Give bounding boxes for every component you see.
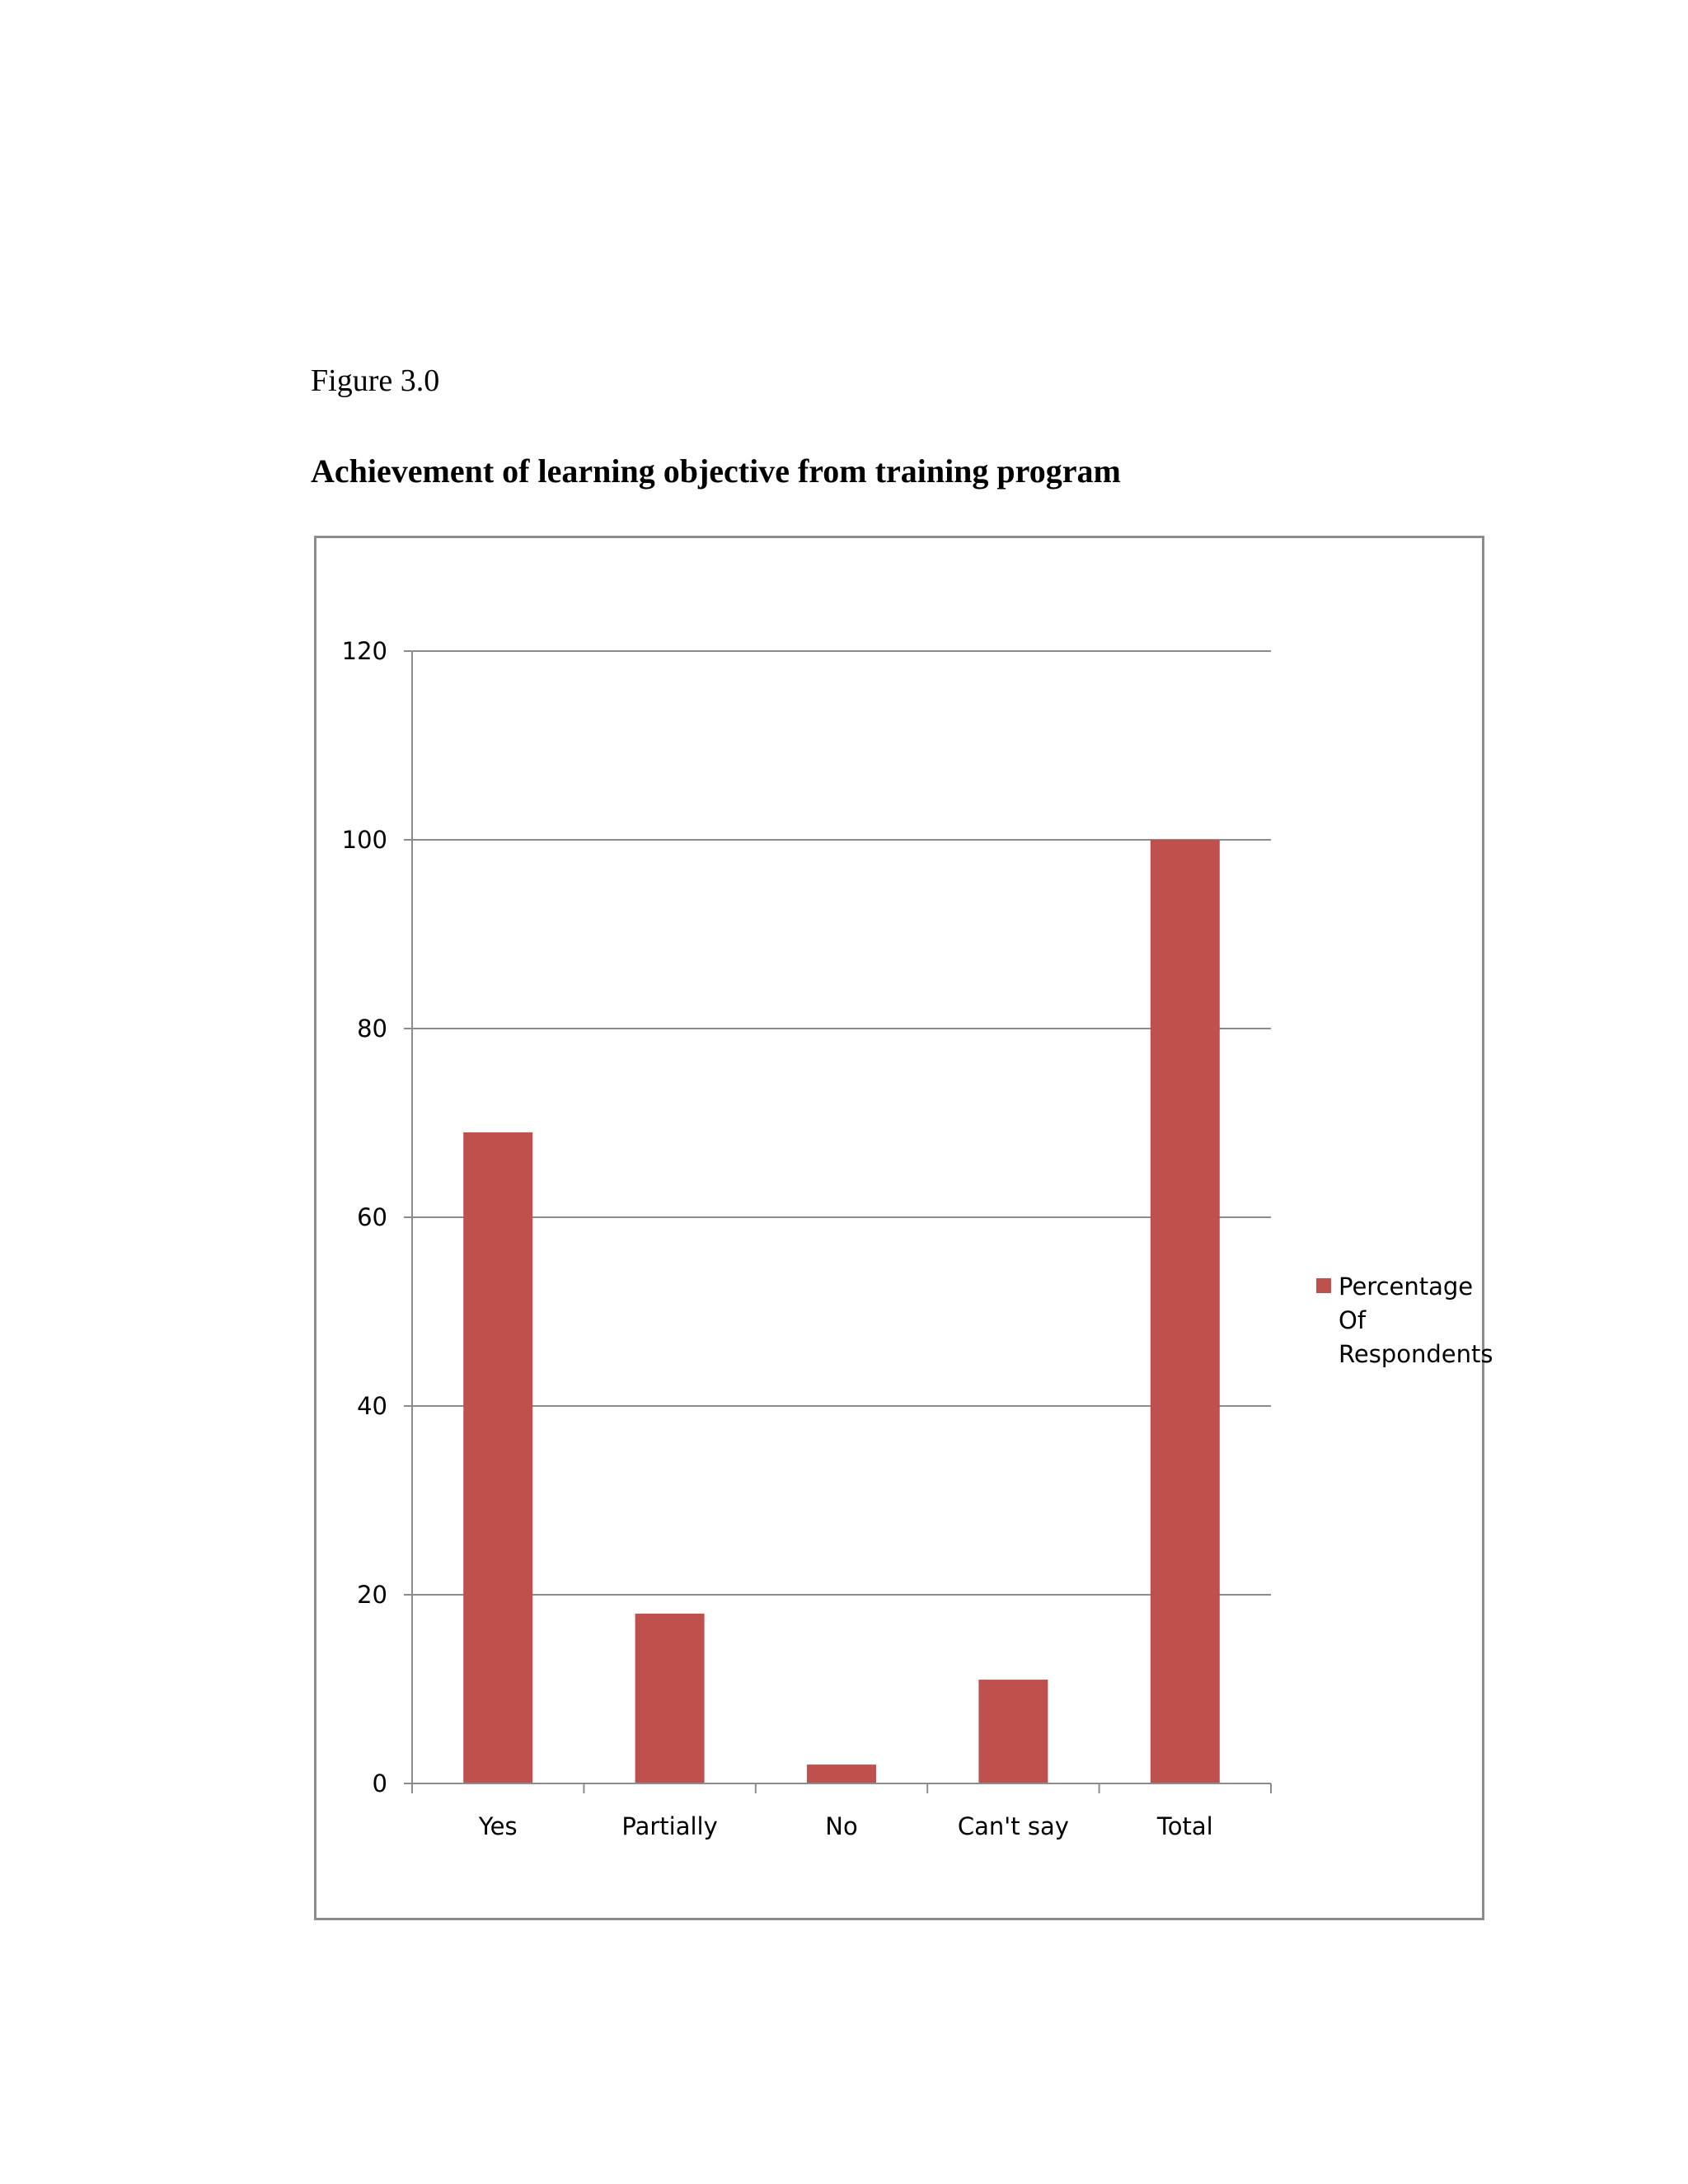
x-tick-label: No [825,1812,858,1840]
figure-label: Figure 3.0 [311,363,440,398]
x-tick-label: Partially [621,1812,718,1840]
y-tick-label: 0 [372,1769,387,1797]
y-tick-label: 20 [357,1581,387,1609]
bars [463,840,1220,1783]
legend-label: Percentage [1339,1272,1474,1301]
legend-swatch [1316,1278,1331,1293]
x-tick-label: Total [1156,1812,1213,1840]
y-tick-label: 80 [357,1015,387,1043]
legend [1316,1272,1493,1368]
bar-no [807,1765,876,1783]
bar-partially [635,1614,705,1783]
y-axis-ticks [342,637,412,1797]
bar-yes [463,1132,532,1783]
y-tick-label: 40 [357,1392,387,1420]
x-tick-label: Yes [478,1812,518,1840]
gridlines [412,651,1271,1595]
bar-can-t-say [978,1680,1048,1783]
figure-title: Achievement of learning objective from training program [311,452,1121,490]
y-tick-label: 100 [341,826,387,854]
legend-label: Of [1339,1306,1367,1334]
bar-total [1151,840,1220,1783]
axes [412,651,1271,1792]
x-axis-ticks [412,1783,1271,1840]
x-tick-label: Can't say [957,1812,1069,1840]
y-tick-label: 120 [341,637,387,665]
y-tick-label: 60 [357,1203,387,1231]
legend-label: Respondents [1339,1340,1493,1368]
